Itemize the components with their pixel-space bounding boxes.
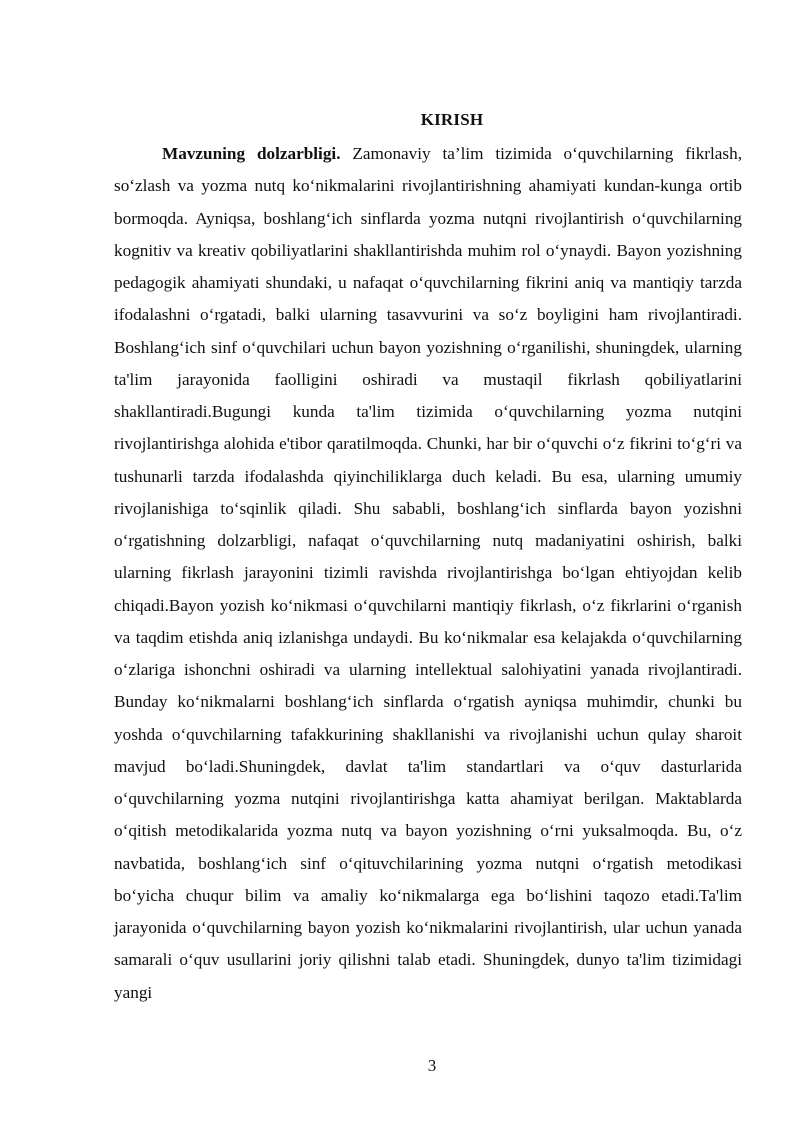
paragraph-text: Zamonaviy ta’lim tizimida o‘quvchilarning fikrlash, so‘zlash va yozma nutq ko‘nikmalarini rivojlantirishning ahamiyati kundan-kunga ortib bormoqda. Ayniqsa, boshlang‘ich sinflarda yozma nutqni rivojlantirish o‘quvchilarning kognitiv va kreativ qobiliyatlarini shakllantirishda muhim rol o‘ynaydi. Bayon yozishning pedagogik ahamiyati shundaki, u nafaqat o‘quvchilarning fikrini aniq va mantiqiy tarzda ifodalashni o‘rgatadi, balki ularning tasavvurini va so‘z boyligini ham rivojlantiradi. Boshlang‘ich sinf o‘quvchilari uchun bayon yozishning o‘rganilishi, shuningdek, ularning ta'lim jarayonida faolligini oshiradi va mustaqil fikrlash qobiliyatlarini shakllantiradi.Bugungi kunda ta'lim tizimida o‘quvchilarning yozma nutqini rivojlantirishga alohida e'tibor qaratilmoqda. Chunki, har bir o‘quvchi o‘z fikrini to‘g‘ri va tushunarli tarzda ifodalashda qiyinchiliklarga duch keladi. Bu esa, ularning umumiy rivojlanishiga to‘sqinlik qiladi. Shu sababli, boshlang‘ich sinflarda bayon yozishni o‘rgatishning dolzarbligi, nafaqat o‘quvchilarning nutq madaniyatini oshirish, balki ularning fikrlash jarayonini tizimli ravishda rivojlantirishga bo‘lgan ehtiyojdan kelib chiqadi.Bayon yozish ko‘nikmasi o‘quvchilarni mantiqiy fikrlash, o‘z fikrlarini o‘rganish va taqdim etishda aniq izlanishga undaydi. Bu ko‘nikmalar esa kelajakda o‘quvchilarning o‘zlariga ishonchni oshiradi va ularning intellektual salohiyatini yanada rivojlantiradi. Bunday ko‘nikmalarni boshlang‘ich sinflarda o‘rgatish ayniqsa muhimdir, chunki bu yoshda o‘quvchilarning tafakkurining shakllanishi va rivojlanishi uchun qulay sharoit mavjud bo‘ladi.Shuningdek, davlat ta'lim standartlari va o‘quv dasturlarida o‘quvchilarning yozma nutqini rivojlantirishga katta ahamiyat berilgan. Maktablarda o‘qitish metodikalarida yozma nutq va bayon yozishning o‘rni yuksalmoqda. Bu, o‘z navbatida, boshlang‘ich sinf o‘qituvchilarining yozma nutqni o‘rgatish metodikasi bo‘yicha chuqur bilim va amaliy ko‘nikmalarga ega bo‘lishini taqozo etadi.Ta'lim jarayonida o‘quvchilarning bayon yozish ko‘nikmalarini rivojlantirish, ular uchun yanada samarali o‘quv usullarini joriy qilishni talab etadi. Shuningdek, dunyo ta'lim tizimidagi yangi [114,144,742,1002]
paragraph-lead: Mavzuning dolzarbligi. [162,144,341,163]
page-number: 3 [427,1056,437,1075]
section-heading: KIRISH [420,110,484,129]
body-paragraph [114,138,742,1009]
